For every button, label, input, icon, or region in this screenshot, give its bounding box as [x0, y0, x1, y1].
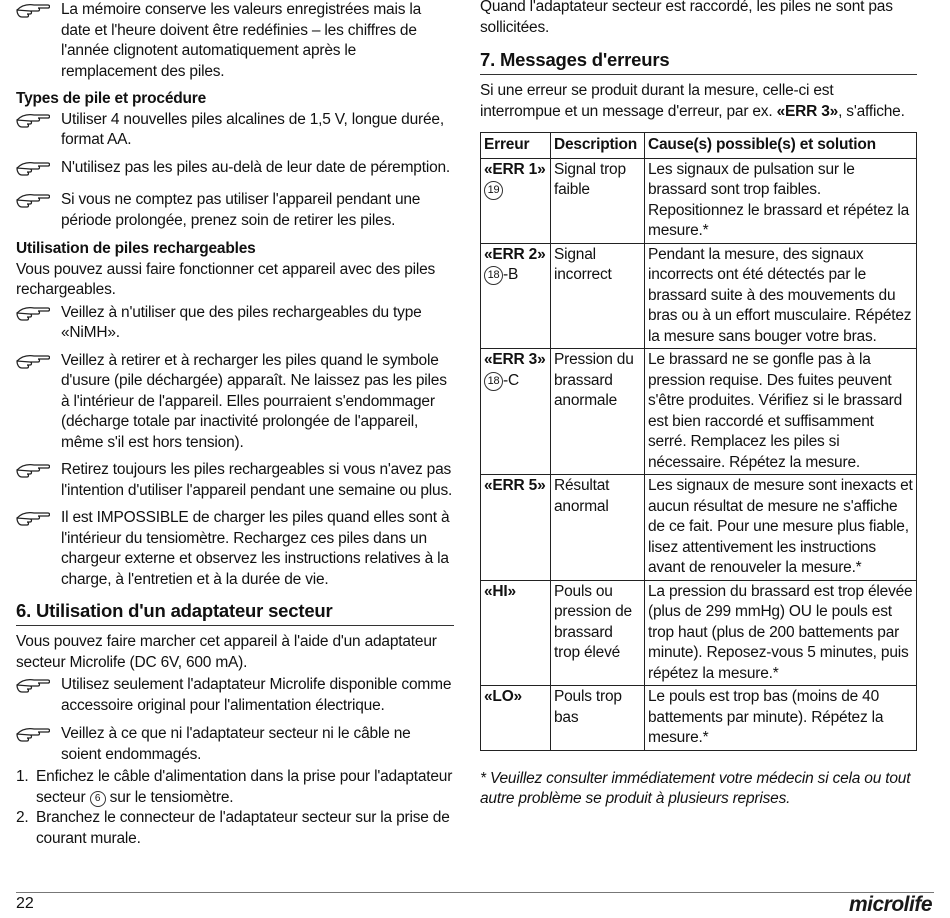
step-1 — [16, 767, 454, 808]
table-row — [481, 349, 917, 475]
error-description: Signal incorrect — [551, 243, 645, 349]
error-code: «ERR 2» — [484, 245, 546, 263]
error-cause: Le brassard ne se gonfle pas à la pression requise. Des fuites peuvent s'être produites. Vérifiez si le brassard est bien raccordé et suffisamment serré. Remplacez les piles si nécessaire. Répétez la mesure. — [645, 349, 917, 475]
ref-number: 18 — [484, 266, 503, 285]
intro-code: «ERR 3» — [776, 102, 839, 120]
step-1-text — [36, 767, 454, 808]
note-cable-text: Veillez à ce que ni l'adaptateur secteur ni le câble ne soient endommagés. — [61, 725, 411, 763]
table-row — [481, 475, 917, 581]
header-cause: Cause(s) possible(s) et solution — [645, 133, 917, 159]
pointing-hand-icon — [16, 461, 50, 479]
note-impossible — [16, 508, 454, 590]
note-memory-text: La mémoire conserve les valeurs enregistrées mais la date et l'heure doivent être redéfinies – les chiffres de l'année clignotent automatiquement après le remplacement des piles. — [61, 1, 422, 80]
pointing-hand-icon — [16, 509, 50, 527]
step-1-text-b: sur le tensiomètre. — [105, 788, 234, 806]
section-7-intro — [480, 81, 917, 122]
error-cause: Le pouls est trop bas (moins de 40 battements par minute). Répétez la mesure.* — [645, 686, 917, 751]
ref-number: 18 — [484, 372, 503, 391]
right-column — [480, 0, 917, 810]
error-code-cell — [481, 580, 551, 686]
note-aa — [16, 110, 454, 151]
footer-divider — [16, 892, 934, 893]
note-nimh-text: Veillez à n'utiliser que des piles rechargeables du type «NiMH». — [61, 303, 422, 341]
error-code-cell — [481, 243, 551, 349]
pointing-hand-icon — [16, 191, 50, 209]
note-aa-text: Utiliser 4 nouvelles piles alcalines de 1,5 V, longue durée, format AA. — [61, 110, 444, 148]
step-2 — [16, 808, 454, 849]
pointing-hand-icon — [16, 1, 50, 19]
error-cause: Les signaux de pulsation sur le brassard sont trop faibles. Repositionnez le brassard et répétez la mesure.* — [645, 158, 917, 243]
section-7-title: 7. Messages d'erreurs — [480, 49, 917, 75]
error-table — [480, 132, 917, 751]
note-nimh — [16, 303, 454, 344]
table-row — [481, 158, 917, 243]
ref-6: 6 — [90, 791, 106, 807]
section-6-intro: Vous pouvez faire marcher cet appareil à l'aide d'un adaptateur secteur Microlife (DC 6V, 600 mA). — [16, 633, 437, 671]
note-remove — [16, 190, 454, 231]
pointing-hand-icon — [16, 725, 50, 743]
error-cause: Pendant la mesure, des signaux incorrects ont été détectés par le brassard suite à des mouvements du bras ou à un effort musculaire. Répétez la mesure sans bouger votre bras. — [645, 243, 917, 349]
ref-number: 19 — [484, 181, 503, 200]
table-row — [481, 580, 917, 686]
note-week — [16, 460, 454, 501]
error-code-cell — [481, 349, 551, 475]
error-table-header — [481, 133, 917, 159]
note-remove-text: Si vous ne comptez pas utiliser l'appareil pendant une période prolongée, prenez soin de retirer les piles. — [61, 191, 421, 229]
error-code: «ERR 5» — [484, 477, 546, 494]
intro-text-b: , s'affiche. — [838, 102, 905, 120]
error-cause: La pression du brassard est trop élevée (plus de 299 mmHg) OU le pouls est trop haut (plus de 200 battements par minute). Reposez-vous 5 minutes, puis répétez la mesure.* — [645, 580, 917, 686]
pointing-hand-icon — [16, 352, 50, 370]
intro-text-a: Si une erreur se produit durant la mesure, celle-ci est interrompue et un message d'erreur, par ex. — [480, 82, 834, 120]
battery-types-heading: Types de pile et procédure — [16, 90, 207, 107]
error-code-cell — [481, 158, 551, 243]
note-recharge-text: Veillez à retirer et à recharger les piles quand le symbole d'usure (pile déchargée) apparaît. Ne laissez pas les piles à l'intérieur de l'appareil. Elles pourraient s'endommager (décharge totale par inactivité prolongée de l'appareil, même s'il est hors tension). — [61, 351, 447, 451]
ref-suffix: -B — [503, 266, 519, 283]
pointing-hand-icon — [16, 111, 50, 129]
footnote: * Veuillez consulter immédiatement votre médecin si cela ou tout autre problème se produit à plusieurs reprises. — [480, 769, 911, 807]
note-expiry-text: N'utilisez pas les piles au-delà de leur date de péremption. — [61, 158, 451, 176]
error-code: «ERR 3» — [484, 351, 546, 368]
table-row — [481, 686, 917, 751]
ref-suffix: -C — [503, 371, 519, 389]
note-original-text: Utilisez seulement l'adaptateur Microlife disponible comme accessoire original pour l'alimentation électrique. — [61, 676, 452, 714]
pointing-hand-icon — [16, 159, 50, 177]
note-original — [16, 675, 454, 716]
error-code: «HI» — [484, 582, 516, 600]
brand-logo: microlife — [848, 893, 932, 916]
error-description: Pouls ou pression de brassard trop élevé — [551, 580, 645, 686]
rechargeable-heading: Utilisation de piles rechargeables — [16, 240, 256, 257]
pointing-hand-icon — [16, 304, 50, 322]
section-6-title: 6. Utilisation d'un adaptateur secteur — [16, 600, 454, 626]
page-number: 22 — [16, 895, 34, 912]
pointing-hand-icon — [16, 676, 50, 694]
error-description: Signal trop faible — [551, 158, 645, 243]
error-code-cell — [481, 686, 551, 751]
rechargeable-intro: Vous pouvez aussi faire fonctionner cet appareil avec des piles rechargeables. — [16, 260, 436, 298]
note-cable — [16, 724, 454, 765]
error-cause: Les signaux de mesure sont inexacts et aucun résultat de mesure ne s'affiche de ce fait. Pour une mesure plus fiable, lisez attentivement les instructions avant de renouveler la mesure.* — [645, 475, 917, 581]
note-week-text: Retirez toujours les piles rechargeables si vous n'avez pas l'intention d'utiliser l'appareil pendant une semaine ou plus. — [61, 461, 453, 499]
note-impossible-text: Il est IMPOSSIBLE de charger les piles quand elles sont à l'intérieur du tensiomètre. Rechargez ces piles dans un chargeur externe et observez les instructions relatives à la charge, à l'entretien et à la durée de vie. — [61, 509, 450, 588]
error-code-cell — [481, 475, 551, 581]
error-code: «LO» — [484, 688, 522, 705]
left-column — [16, 0, 454, 849]
step-1-text-a: Enfichez le câble d'alimentation dans la prise pour l'adaptateur secteur — [36, 768, 453, 806]
note-memory — [16, 0, 454, 82]
error-code: «ERR 1» — [484, 160, 546, 178]
error-description: Pression du brassard anormale — [551, 349, 645, 475]
adapter-note: Quand l'adaptateur secteur est raccordé, les piles ne sont pas sollicitées. — [480, 0, 893, 36]
step-2-number: 2. — [16, 809, 29, 826]
header-description: Description — [551, 133, 645, 159]
error-description: Pouls trop bas — [551, 686, 645, 751]
table-row — [481, 243, 917, 349]
header-error: Erreur — [481, 133, 551, 159]
note-recharge — [16, 351, 454, 454]
error-description: Résultat anormal — [551, 475, 645, 581]
step-2-text: Branchez le connecteur de l'adaptateur secteur sur la prise de courant murale. — [36, 809, 450, 847]
note-expiry — [16, 158, 454, 179]
step-1-number: 1. — [16, 768, 29, 785]
